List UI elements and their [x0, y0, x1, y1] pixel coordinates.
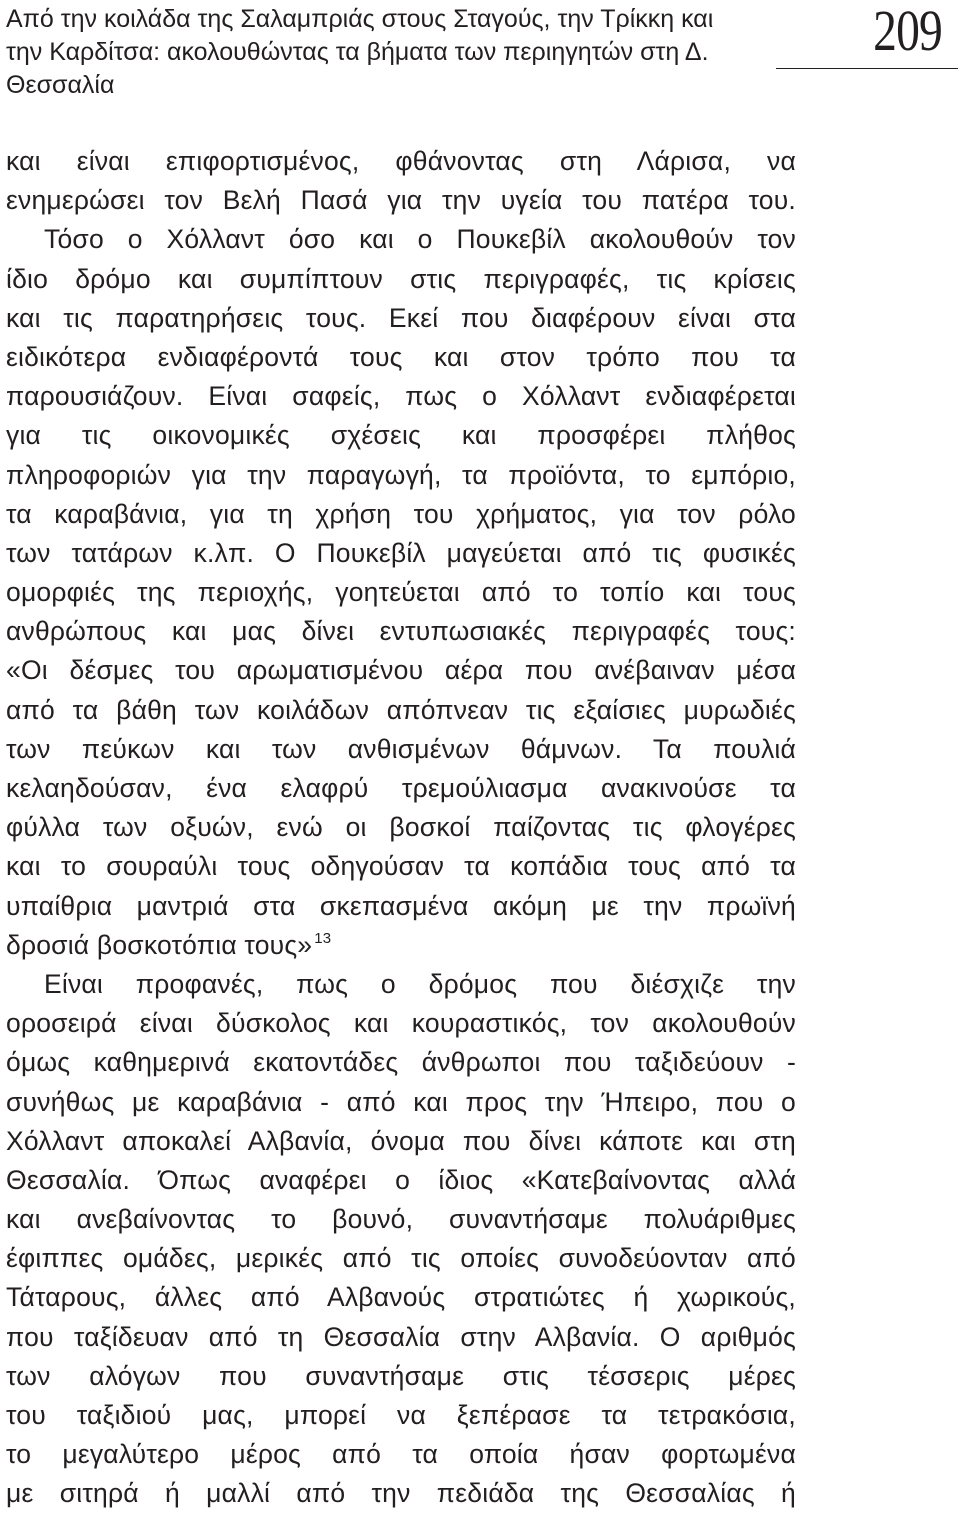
text-line: των πεύκων και των ανθισμένων θάμνων. Τα πουλιά — [6, 733, 796, 764]
text-line: Τάταρους, άλλες από Αλβανούς στρατιώτες ή χωρικούς, — [6, 1282, 796, 1313]
text-line: τα καραβάνια, για τη χρήση του χρήματος, για τον ρόλο — [6, 498, 796, 529]
text-line: οροσειρά είναι δύσκολος και κουραστικός, τον ακολουθούν — [6, 1008, 796, 1039]
page-number: 209 — [873, 0, 942, 63]
text-line: κελαηδούσαν, ένα ελαφρύ τρεμούλιασμα ανακινούσε τα — [6, 773, 796, 803]
body-text — [6, 142, 796, 1514]
text-line: Θεσσαλία. Όπως αναφέρει ο ίδιος «Κατεβαίνοντας αλλά — [6, 1164, 796, 1195]
text-line: με σιτηρά ή μαλλί από την πεδιάδα της Θεσσαλίας ή — [6, 1478, 796, 1509]
text-line: φύλλα των οξυών, ενώ οι βοσκοί παίζοντας τις φλογέρες — [6, 812, 796, 843]
text-line: και το σουραύλι τους οδηγούσαν τα κοπάδια τους από τα — [6, 851, 796, 882]
text-line: έφιππες ομάδες, μερικές από τις οποίες συνοδεύονταν από — [6, 1243, 796, 1274]
text-line-content: δροσιά βοσκοτόπια τους» — [6, 929, 313, 960]
text-line: Τόσο ο Χόλλαντ όσο και ο Πουκεβίλ ακολουθούν τον — [44, 224, 796, 255]
text-line: του ταξιδιού μας, μπορεί να ξεπέρασε τα τετρακόσια, — [6, 1400, 796, 1430]
text-line: από τα βάθη των κοιλάδων απόπνεαν τις εξαίσιες μυρωδιές — [6, 694, 796, 725]
text-line: Χόλλαντ αποκαλεί Αλβανία, όνομα που δίνει κάποτε και στη — [6, 1125, 796, 1156]
text-line: ανθρώπους και μας δίνει εντυπωσιακές περιγραφές τους: — [6, 616, 796, 647]
text-line: πληροφοριών για την παραγωγή, τα προϊόντα, το εμπόριο, — [6, 459, 796, 490]
text-line: των αλόγων που συναντήσαμε στις τέσσερις μέρες — [6, 1360, 796, 1391]
text-line: ίδιο δρόμο και συμπίπτουν στις περιγραφές, τις κρίσεις — [6, 263, 796, 294]
text-line: παρουσιάζουν. Είναι σαφείς, πως ο Χόλλαντ ενδιαφέρεται — [6, 381, 796, 412]
running-head-line: Θεσσαλία — [6, 71, 115, 99]
text-line: ενημερώσει τον Βελή Πασά για την υγεία του πατέρα του. — [6, 185, 796, 216]
running-head — [6, 3, 776, 102]
text-line: που ταξίδευαν από τη Θεσσαλία στην Αλβανία. Ο αριθμός — [6, 1321, 796, 1352]
text-line: Είναι προφανές, πως ο δρόμος που διέσχιζε την — [44, 968, 796, 999]
footnote-reference: 13 — [314, 929, 332, 947]
text-line: και είναι επιφορτισμένος, φθάνοντας στη Λάρισα, να — [6, 146, 796, 176]
text-line: και τις παρατηρήσεις τους. Εκεί που διαφέρουν είναι στα — [6, 302, 796, 333]
text-line: ομορφιές της περιοχής, γοητεύεται από το τοπίο και τους — [6, 577, 796, 608]
page-header — [6, 0, 956, 99]
text-line: «Οι δέσμες του αρωματισμένου αέρα που ανέβαιναν μέσα — [6, 655, 796, 686]
text-line: για τις οικονομικές σχέσεις και προσφέρει πλήθος — [6, 420, 796, 451]
text-line — [6, 926, 796, 965]
text-line: και ανεβαίνοντας το βουνό, συναντήσαμε πολυάριθμες — [6, 1204, 796, 1235]
header-rule — [776, 68, 958, 69]
text-line: ειδικότερα ενδιαφέροντά τους και στον τρόπο που τα — [6, 341, 796, 372]
running-head-line: Από την κοιλάδα της Σαλαμπριάς στους Σταγούς, την Τρίκκη και — [6, 5, 714, 33]
text-line: όμως καθημερινά εκατοντάδες άνθρωποι που ταξιδεύουν - — [6, 1047, 796, 1078]
text-line: το μεγαλύτερο μέρος από τα οποία ήσαν φορτωμένα — [6, 1439, 796, 1470]
text-line: των τατάρων κ.λπ. Ο Πουκεβίλ μαγεύεται από τις φυσικές — [6, 537, 796, 568]
text-line: συνήθως με καραβάνια - από και προς την Ήπειρο, που ο — [6, 1086, 796, 1117]
text-line: υπαίθρια μαντριά στα σκεπασμένα ακόμη με την πρωϊνή — [6, 890, 796, 921]
running-head-line: την Καρδίτσα: ακολουθώντας τα βήματα των περιηγητών στη Δ. — [6, 38, 709, 66]
